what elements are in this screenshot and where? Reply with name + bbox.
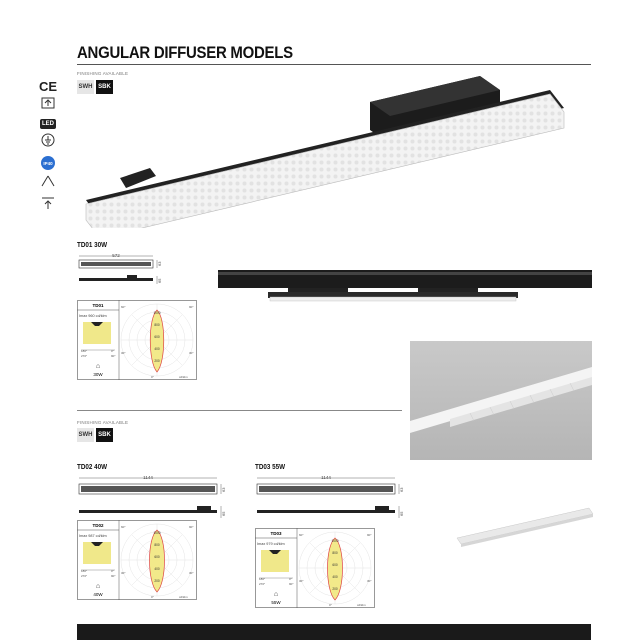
td01-card-code: TD01 xyxy=(92,303,104,308)
svg-text:800: 800 xyxy=(154,543,160,547)
installation-photo xyxy=(410,341,592,460)
svg-text:600: 600 xyxy=(332,563,338,567)
svg-text:1000: 1000 xyxy=(153,531,161,535)
svg-text:400: 400 xyxy=(154,567,160,571)
td02-watt: 40W xyxy=(93,592,103,597)
led-icon: LED xyxy=(42,121,54,127)
svg-text:180°: 180° xyxy=(81,349,88,353)
td03-watt: 55W xyxy=(271,600,281,605)
td01-height: 63 xyxy=(157,261,162,266)
td02-photometry-card xyxy=(77,520,197,600)
td01-length: 572 xyxy=(112,253,120,258)
svg-text:cd/klm: cd/klm xyxy=(179,595,188,599)
svg-text:200: 200 xyxy=(154,579,160,583)
svg-text:180°: 180° xyxy=(81,569,88,573)
svg-text:90°: 90° xyxy=(289,582,294,586)
mount-icon xyxy=(41,196,55,215)
svg-text:1000: 1000 xyxy=(331,539,339,543)
ip40-icon: IP40 xyxy=(41,156,55,170)
model-label-td01: TD01 30W xyxy=(77,242,108,249)
svg-text:0°: 0° xyxy=(329,603,332,607)
svg-text:90°: 90° xyxy=(189,525,194,529)
svg-text:60°: 60° xyxy=(299,533,304,537)
svg-text:60°: 60° xyxy=(121,305,126,309)
svg-text:60°: 60° xyxy=(121,525,126,529)
svg-text:0°: 0° xyxy=(289,577,292,581)
svg-text:90°: 90° xyxy=(111,574,116,578)
svg-text:0°: 0° xyxy=(151,595,154,599)
beam-icon xyxy=(41,174,55,192)
certification-icons xyxy=(38,80,58,219)
svg-text:600: 600 xyxy=(154,555,160,559)
td01-imax: Imax 960 cd/klm xyxy=(79,314,107,318)
title-divider xyxy=(77,64,591,65)
td02-side: 65 xyxy=(221,511,226,516)
td03-imax: Imax 979 cd/klm xyxy=(257,542,285,546)
finishing-label-2: FINISHING AVAILABLE xyxy=(77,420,129,425)
svg-text:180°: 180° xyxy=(259,577,266,581)
svg-text:30°: 30° xyxy=(299,579,304,583)
ce-icon: CE xyxy=(38,79,58,94)
section-divider xyxy=(77,410,402,411)
td02-card-code: TD02 xyxy=(92,523,104,528)
svg-text:cd/klm: cd/klm xyxy=(179,375,188,379)
svg-text:800: 800 xyxy=(154,323,160,327)
td01-watt: 30W xyxy=(93,372,103,377)
svg-text:800: 800 xyxy=(332,551,338,555)
angled-luminaire-image xyxy=(455,500,595,550)
td01-dimension-drawing xyxy=(77,252,167,292)
svg-text:30°: 30° xyxy=(121,351,126,355)
svg-text:270°: 270° xyxy=(81,574,88,578)
svg-text:30°: 30° xyxy=(189,351,194,355)
page-title: ANGULAR DIFFUSER MODELS xyxy=(77,43,293,62)
finishing-label: FINISHING AVAILABLE xyxy=(77,71,129,76)
td03-card-code: TD03 xyxy=(270,531,282,536)
td03-photometry-card xyxy=(255,528,375,608)
svg-text:0°: 0° xyxy=(111,569,114,573)
td03-side: 65 xyxy=(399,511,404,516)
finish-chip-swh: SWH xyxy=(77,80,94,94)
svg-text:30°: 30° xyxy=(121,571,126,575)
svg-text:0°: 0° xyxy=(151,375,154,379)
td03-dimension-drawing xyxy=(255,474,405,524)
svg-text:90°: 90° xyxy=(367,533,372,537)
td03-height: 63 xyxy=(399,487,404,492)
svg-text:270°: 270° xyxy=(81,354,88,358)
svg-text:0°: 0° xyxy=(111,349,114,353)
finish-chip-sbk-2: SBK xyxy=(96,428,113,442)
hero-product-image xyxy=(80,68,570,228)
svg-text:200: 200 xyxy=(332,587,338,591)
svg-text:400: 400 xyxy=(332,575,338,579)
svg-text:⌂: ⌂ xyxy=(273,591,279,598)
next-product-track xyxy=(77,624,591,640)
svg-text:600: 600 xyxy=(154,335,160,339)
td02-height: 63 xyxy=(221,487,226,492)
track-side-image xyxy=(218,266,592,306)
finish-chip-swh-2: SWH xyxy=(77,428,94,442)
td02-imax: Imax 987 cd/klm xyxy=(79,534,107,538)
svg-text:30°: 30° xyxy=(189,571,194,575)
svg-text:30°: 30° xyxy=(367,579,372,583)
td03-length: 1144 xyxy=(321,475,331,480)
svg-text:1000: 1000 xyxy=(153,311,161,315)
svg-text:200: 200 xyxy=(154,359,160,363)
svg-text:400: 400 xyxy=(154,347,160,351)
ground-icon xyxy=(41,133,55,152)
td02-length: 1144 xyxy=(143,475,153,480)
td01-photometry-card xyxy=(77,300,197,380)
finish-chip-sbk: SBK xyxy=(96,80,113,94)
model-label-td03: TD03 55W xyxy=(255,464,286,471)
td02-dimension-drawing xyxy=(77,474,227,524)
svg-text:90°: 90° xyxy=(111,354,116,358)
svg-text:⌂: ⌂ xyxy=(95,363,101,370)
svg-text:90°: 90° xyxy=(189,305,194,309)
svg-text:270°: 270° xyxy=(259,582,266,586)
svg-text:cd/klm: cd/klm xyxy=(357,603,366,607)
model-label-td02: TD02 40W xyxy=(77,464,108,471)
svg-text:⌂: ⌂ xyxy=(95,583,101,590)
recycle-icon xyxy=(40,97,56,115)
td01-side: 65 xyxy=(157,278,162,283)
